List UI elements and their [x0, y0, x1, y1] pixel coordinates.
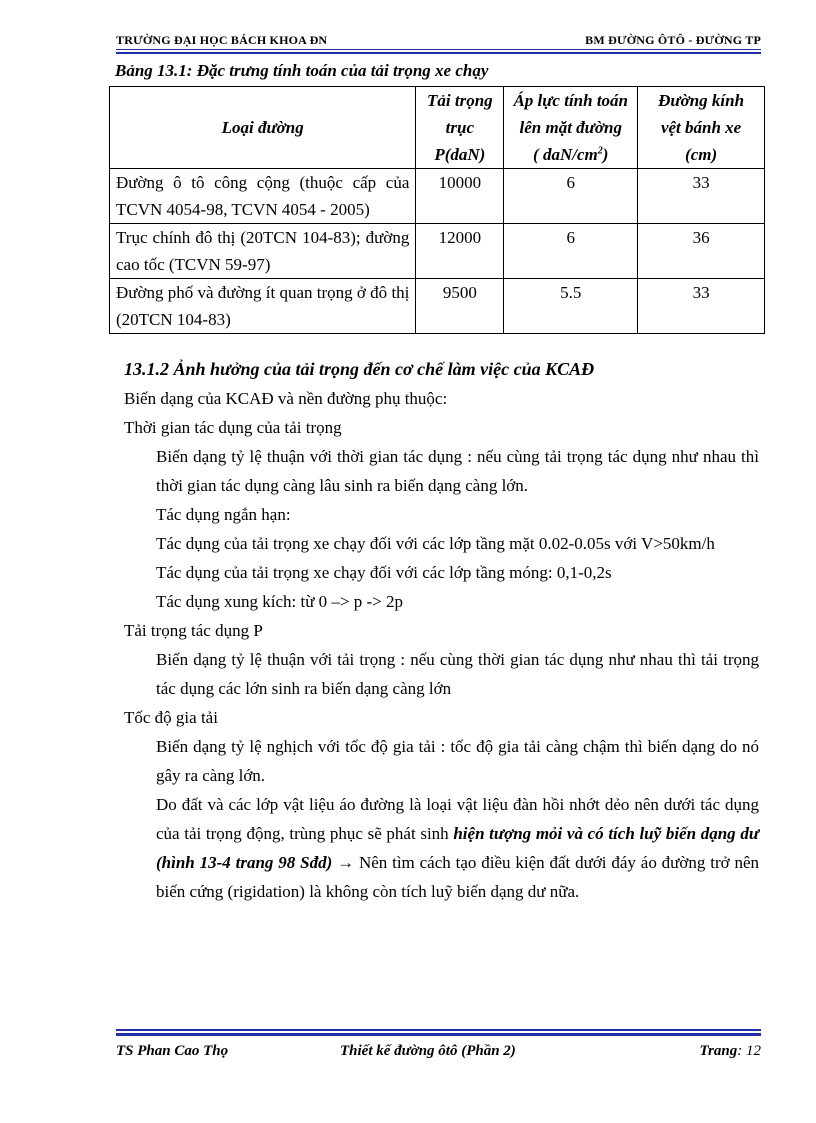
header-rule — [116, 49, 761, 54]
cell-pressure: 6 — [504, 224, 638, 279]
header-pressure-l3 — [533, 145, 608, 164]
page-header — [116, 33, 761, 55]
header-diameter — [638, 87, 765, 169]
paragraph-fatigue-conclusion: Nên tìm cách tạo điều kiện đất dưới đáy áo đường trở nên biến cứng (rigidation) là không còn tích luỹ biến dạng dư nữa. — [156, 853, 759, 901]
paragraph-fatigue-intro: Do đất và các lớp vật liệu áo đường là loại vật liệu đàn hồi nhớt dẻo nên dưới tác dụng của tải trọng động, trùng phục sẽ phát sinh — [156, 795, 759, 843]
cell-road-type: Đường ô tô công cộng (thuộc cấp của TCVN 4054-98, TCVN 4054 - 2005) — [110, 169, 416, 224]
paragraph: Tác dụng ngắn hạn: — [156, 505, 291, 524]
header-road-type-text: Loại đường — [221, 118, 304, 137]
table-header-row — [110, 87, 765, 169]
table-row — [110, 169, 765, 224]
footer-page-label: Trang — [699, 1043, 738, 1059]
header-pressure-l2: lên mặt đường — [519, 118, 622, 137]
paragraph: Biến dạng tỷ lệ thuận với thời gian tác dụng : nếu cùng tải trọng tác dụng như nhau thì thời gian tác dụng càng lâu sinh ra biến dạng càng lớn. — [156, 447, 759, 495]
load-characteristics-table — [109, 86, 765, 334]
cell-pressure: 5.5 — [504, 279, 638, 334]
header-university: TRƯỜNG ĐẠI HỌC BÁCH KHOA ĐN — [116, 33, 328, 47]
paragraph: Tác dụng xung kích: từ 0 –> p -> 2p — [156, 592, 403, 611]
cell-axle-load: 10000 — [416, 169, 504, 224]
table-row — [110, 224, 765, 279]
footer-page-number: 12 — [746, 1043, 761, 1059]
paragraph-fatigue — [124, 790, 759, 906]
paragraph: Biến dạng của KCAĐ và nền đường phụ thuộc: — [124, 389, 448, 408]
subheading: Tải trọng tác dụng P — [124, 621, 263, 640]
header-pressure — [504, 87, 638, 169]
header-axle-load-l2: trục — [445, 118, 475, 137]
header-pressure-l3-post: ) — [602, 145, 609, 164]
paragraph: Tác dụng của tải trọng xe chạy đối với các lớp tầng mặt 0.02-0.05s với V>50km/h — [156, 534, 715, 553]
cell-axle-load: 12000 — [416, 224, 504, 279]
page-footer — [116, 1043, 761, 1065]
header-pressure-l3-sup: 2 — [597, 145, 603, 157]
section-heading: 13.1.2 Ảnh hưởng của tải trọng đến cơ chế làm việc của KCAĐ — [124, 359, 595, 379]
header-axle-load — [416, 87, 504, 169]
subheading: Tốc độ gia tải — [124, 708, 218, 727]
cell-road-type: Đường phố và đường ít quan trọng ở đô thị (20TCN 104-83) — [110, 279, 416, 334]
cell-axle-load: 9500 — [416, 279, 504, 334]
header-axle-load-l1: Tải trọng — [427, 91, 493, 110]
footer-author: TS Phan Cao Thọ — [116, 1043, 229, 1059]
cell-road-type: Trục chính đô thị (20TCN 104-83); đường cao tốc (TCVN 59-97) — [110, 224, 416, 279]
table-caption: Bảng 13.1: Đặc trưng tính toán của tải trọng xe chạy — [115, 61, 489, 80]
header-pressure-l1: Áp lực tính toán — [513, 91, 629, 110]
footer-rule — [116, 1029, 761, 1036]
section-body — [124, 355, 759, 906]
cell-diameter: 33 — [638, 169, 765, 224]
header-department: BM ĐƯỜNG ÔTÔ - ĐƯỜNG TP — [585, 33, 761, 47]
footer-title: Thiết kế đường ôtô (Phần 2) — [340, 1043, 516, 1059]
header-pressure-l3-pre: ( daN/cm — [533, 145, 598, 164]
footer-page — [699, 1043, 761, 1060]
fatigue-emphasis: hiện tượng mỏi và có tích luỹ biến dạng dư (hình 13-4 trang 98 Sđd) — [156, 824, 759, 872]
table-row — [110, 279, 765, 334]
paragraph: Biến dạng tỷ lệ nghịch với tốc độ gia tải : tốc độ gia tải càng chậm thì biến dạng do nó gây ra càng lớn. — [156, 737, 759, 785]
subheading: Thời gian tác dụng của tải trọng — [124, 418, 342, 437]
header-diameter-l1: Đường kính — [658, 91, 745, 110]
arrow-icon: → — [332, 853, 359, 872]
paragraph: Tác dụng của tải trọng xe chạy đối với các lớp tầng móng: 0,1-0,2s — [156, 563, 612, 582]
header-road-type — [110, 87, 416, 169]
header-diameter-l2: vệt bánh xe — [660, 118, 742, 137]
cell-pressure: 6 — [504, 169, 638, 224]
cell-diameter: 36 — [638, 224, 765, 279]
paragraph: Biến dạng tỷ lệ thuận với tải trọng : nếu cùng thời gian tác dụng như nhau thì tải trọng tác dụng các lớn sinh ra biến dạng càng lớn — [156, 650, 759, 698]
footer-page-sep: : — [737, 1043, 746, 1059]
cell-diameter: 33 — [638, 279, 765, 334]
header-diameter-l3: (cm) — [685, 145, 718, 164]
header-axle-load-l3: P(daN) — [434, 145, 486, 164]
